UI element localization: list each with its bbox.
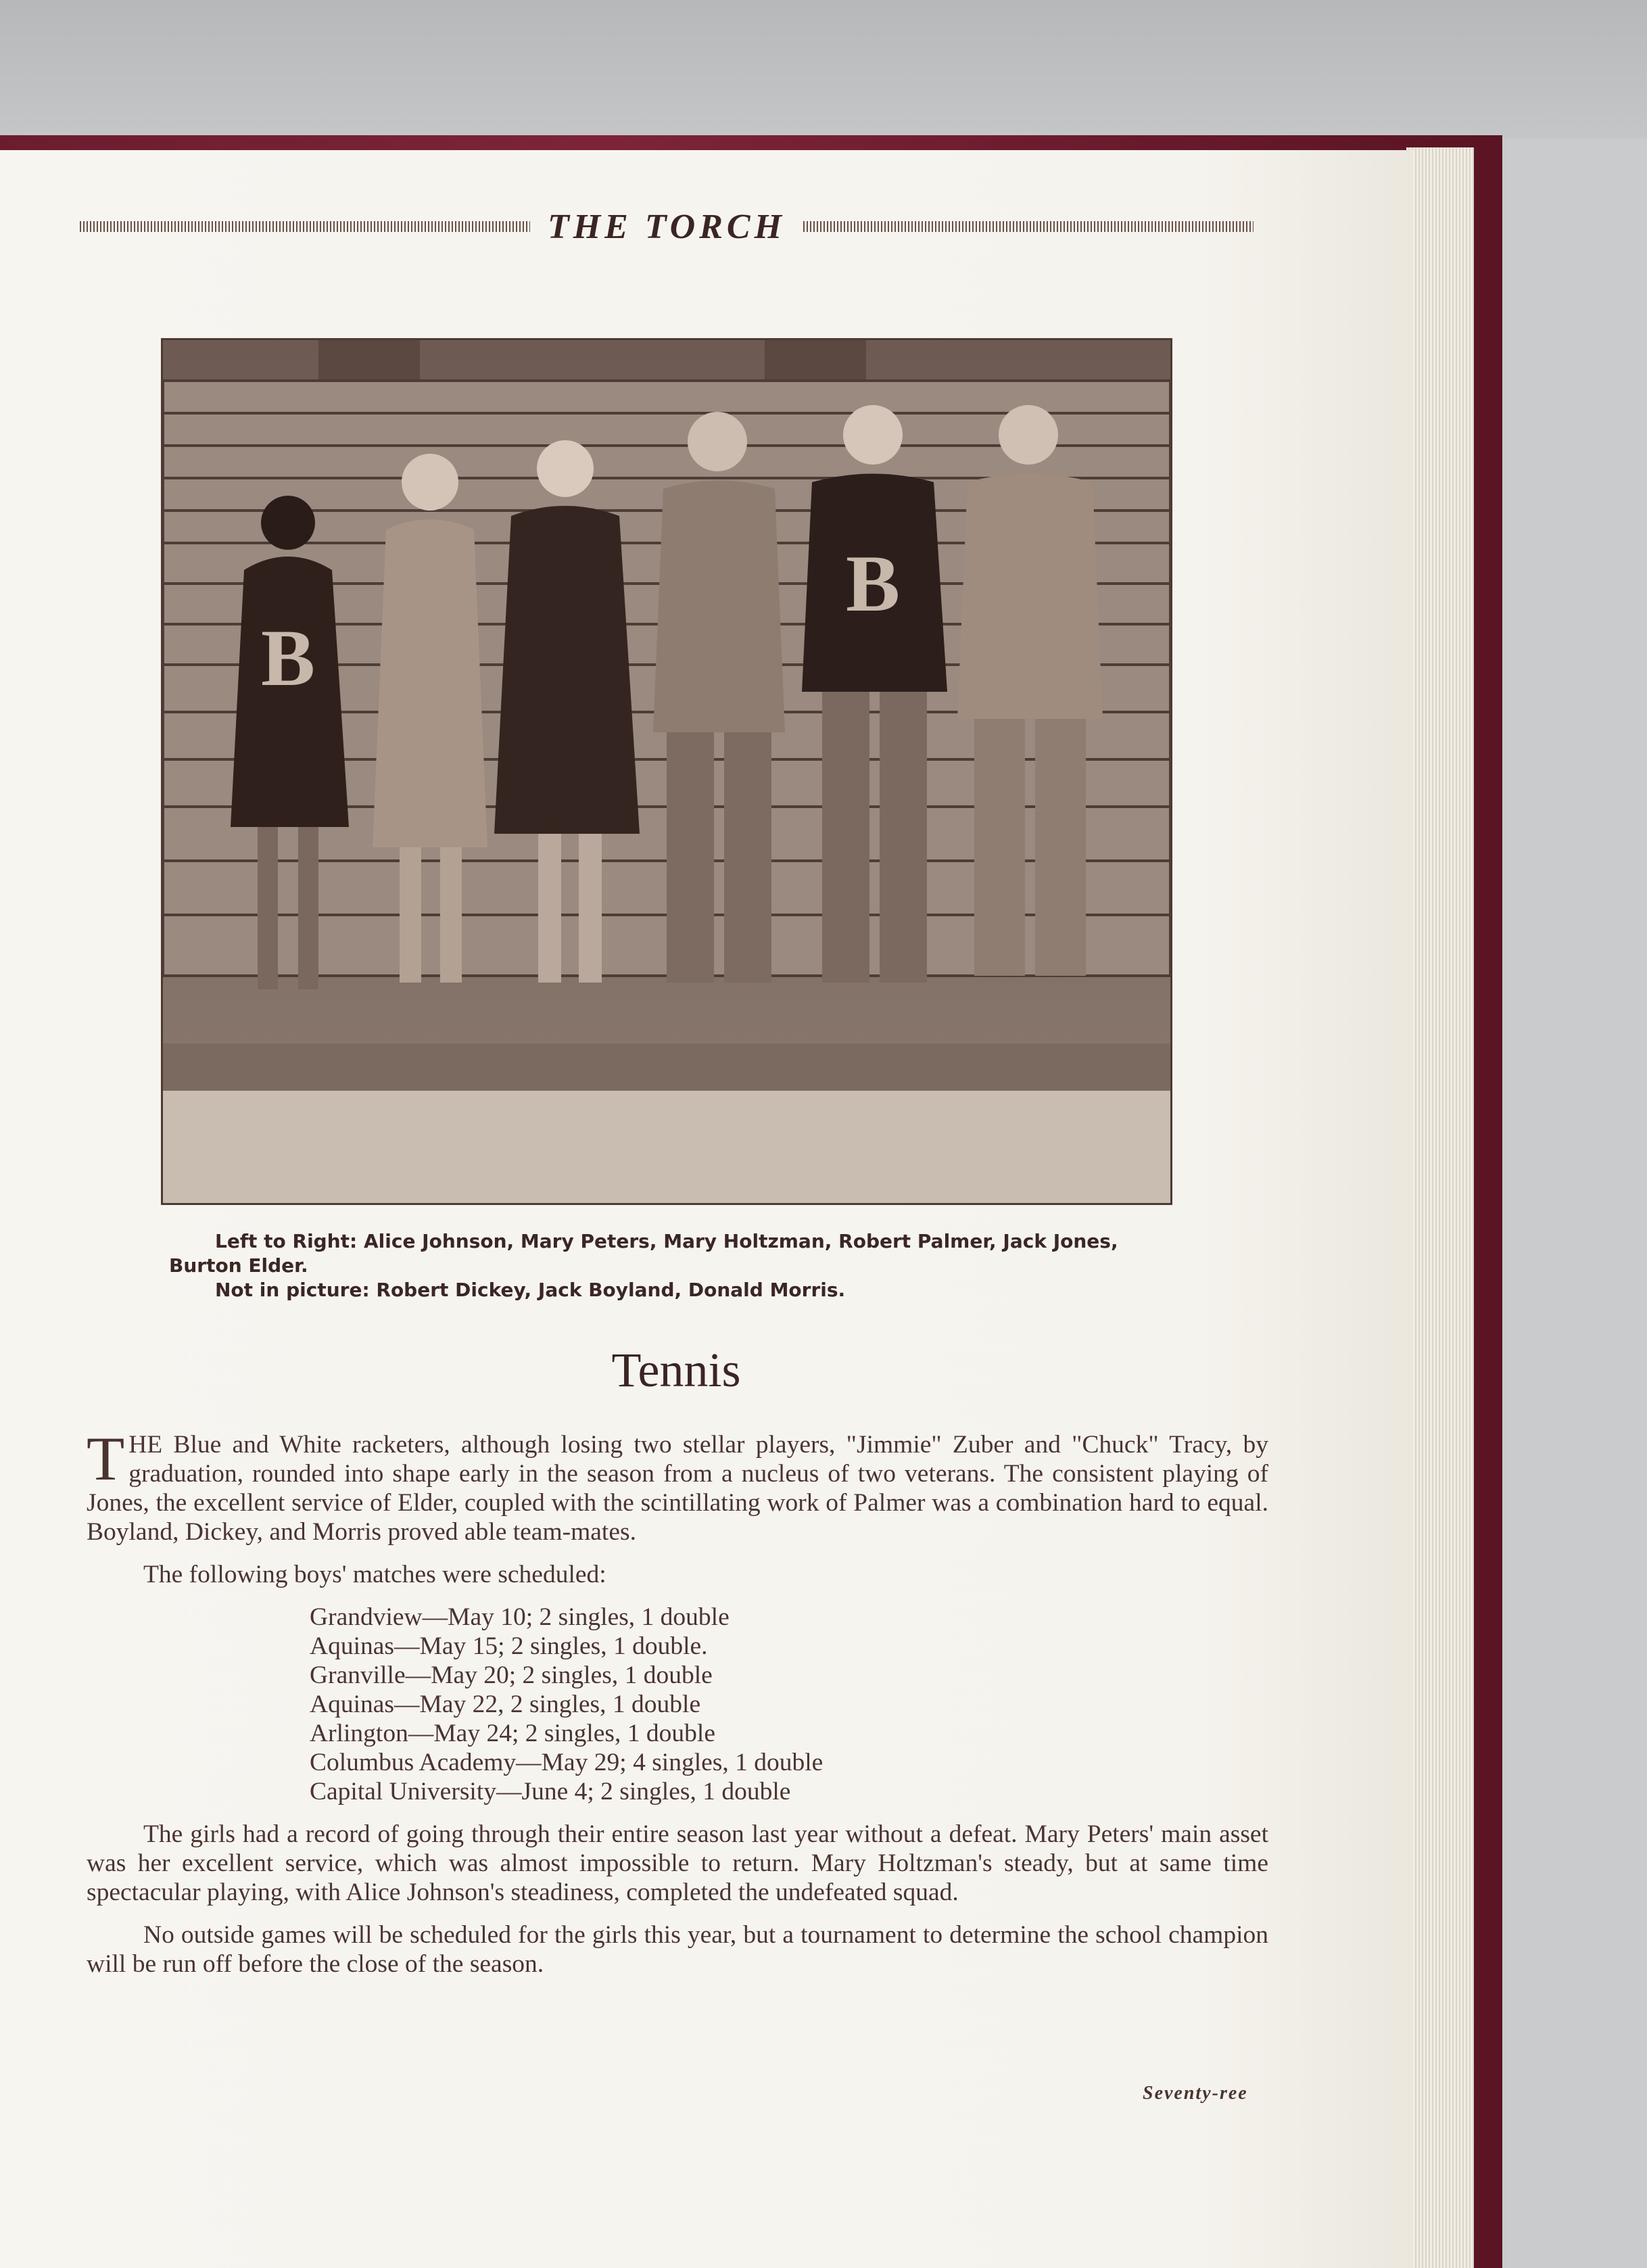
article-title: Tennis xyxy=(611,1343,741,1397)
backdrop xyxy=(0,0,1647,139)
page-edges xyxy=(1406,147,1474,2268)
intro-text: HE Blue and White racketers, although losing two stellar players, "Jimmie" Zuber and "Chuck" Tracy, by graduation, rounded into shape early in the season from a nucleus of two veterans. The consistent playing of Jones, the excellent service of Elder, coupled with the scintillating work of Palmer was a combination hard to equal. Boyland, Dickey, and Morris proved able team-mates. xyxy=(87,1431,1268,1546)
schedule-item: Columbus Academy—May 29; 4 singles, 1 double xyxy=(310,1749,824,1776)
header-rule-right xyxy=(803,221,1254,232)
team-photo-icon xyxy=(163,340,1170,1203)
girls-paragraph: The girls had a record of going through their entire season last year without a defeat. Mary Peters' main asset was her excellent service, which was almost impossible to return. Mary Holtzman's steady, but at same time spectacular playing, with Alice Johnson's steadiness, completed the undefeated squad. xyxy=(87,1820,1268,1906)
drop-cap: T xyxy=(87,1424,125,1493)
match-schedule xyxy=(310,1603,1268,1806)
schedule-item: Aquinas—May 15; 2 singles, 1 double. xyxy=(310,1632,708,1660)
closing-paragraph: No outside games will be scheduled for the girls this year, but a tournament to determine the school champion will be run off before the close of the season. xyxy=(87,1921,1268,1978)
page-number: Seventy-ree xyxy=(1143,2083,1248,2104)
team-photo xyxy=(161,338,1172,1205)
caption-left-to-right: Left to Right: Alice Johnson, Mary Peters, Mary Holtzman, Robert Palmer, Jack Jones, Burton Elder. xyxy=(169,1230,1118,1277)
running-head-title: THE TORCH xyxy=(547,207,786,246)
svg-text:B: B xyxy=(260,613,316,703)
schedule-item: Aquinas—May 22, 2 singles, 1 double xyxy=(310,1691,701,1718)
article-body xyxy=(87,1424,1268,1992)
intro-paragraph xyxy=(87,1424,1268,1546)
svg-text:B: B xyxy=(845,538,901,628)
schedule-item: Granville—May 20; 2 singles, 1 double xyxy=(310,1661,713,1689)
schedule-intro: The following boys' matches were scheduled: xyxy=(143,1561,606,1588)
caption-not-in-picture: Not in picture: Robert Dickey, Jack Boyland, Donald Morris. xyxy=(215,1279,846,1301)
photo-caption xyxy=(169,1229,1183,1302)
running-head xyxy=(80,203,1254,250)
schedule-item: Arlington—May 24; 2 singles, 1 double xyxy=(310,1720,715,1747)
schedule-item: Capital University—June 4; 2 singles, 1 double xyxy=(310,1778,791,1805)
schedule-item: Grandview—May 10; 2 singles, 1 double xyxy=(310,1603,730,1631)
header-rule-left xyxy=(80,221,530,232)
